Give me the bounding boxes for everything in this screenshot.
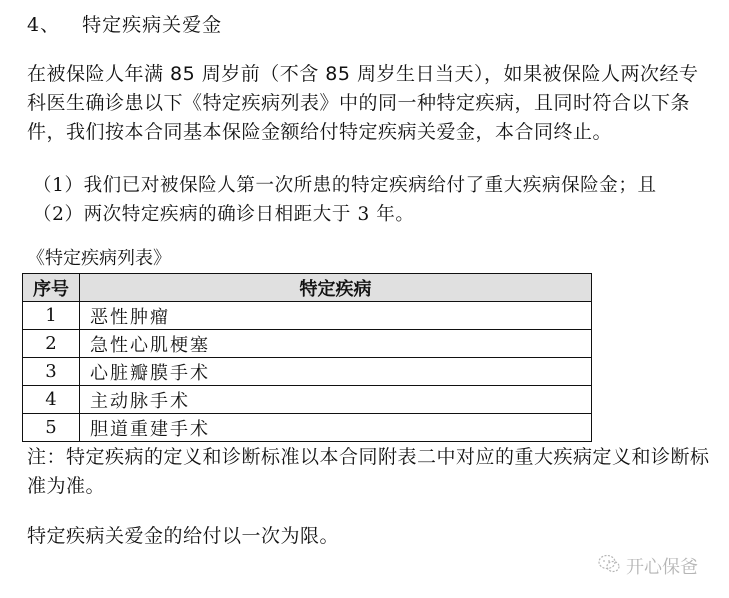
row-disease: 恶性肿瘤 (80, 302, 592, 330)
header-disease: 特定疾病 (80, 274, 592, 302)
disease-table (22, 273, 592, 442)
watermark (598, 553, 698, 579)
section-title: 特定疾病关爱金 (82, 14, 223, 36)
row-index: 2 (23, 330, 80, 358)
main-paragraph: 在被保险人年满 85 周岁前（不含 85 周岁生日当天），如果被保险人两次经专科医生确诊患以下《特定疾病列表》中的同一种特定疾病，且同时符合以下条件，我们按本合同基本保险金额给付特定疾病关爱金，本合同终止。 (27, 63, 699, 143)
header-index: 序号 (23, 274, 80, 302)
row-disease: 心脏瓣膜手术 (80, 358, 592, 386)
wechat-icon (598, 554, 620, 579)
watermark-text: 开心保爸 (626, 557, 698, 578)
section-heading (27, 10, 222, 37)
section-number: 4、 (27, 14, 61, 36)
row-disease: 急性心肌梗塞 (80, 330, 592, 358)
table-row (23, 330, 592, 358)
row-disease: 主动脉手术 (80, 386, 592, 414)
limit-text: 特定疾病关爱金的给付以一次为限。 (27, 525, 340, 547)
table-row (23, 386, 592, 414)
condition-1: （1）我们已对被保险人第一次所患的特定疾病给付了重大疾病保险金；且 (33, 175, 657, 196)
note-paragraph: 注：特定疾病的定义和诊断标准以本合同附表二中对应的重大疾病定义和诊断标准为准。 (27, 446, 710, 497)
table-row (23, 358, 592, 386)
row-index: 4 (23, 386, 80, 414)
condition-2: （2）两次特定疾病的确诊日相距大于 3 年。 (33, 204, 415, 225)
table-header-row (23, 274, 592, 302)
row-index: 1 (23, 302, 80, 330)
table-row (23, 414, 592, 442)
row-disease: 胆道重建手术 (80, 414, 592, 442)
table-row (23, 302, 592, 330)
table-title: 《特定疾病列表》 (27, 248, 171, 269)
row-index: 5 (23, 414, 80, 442)
row-index: 3 (23, 358, 80, 386)
